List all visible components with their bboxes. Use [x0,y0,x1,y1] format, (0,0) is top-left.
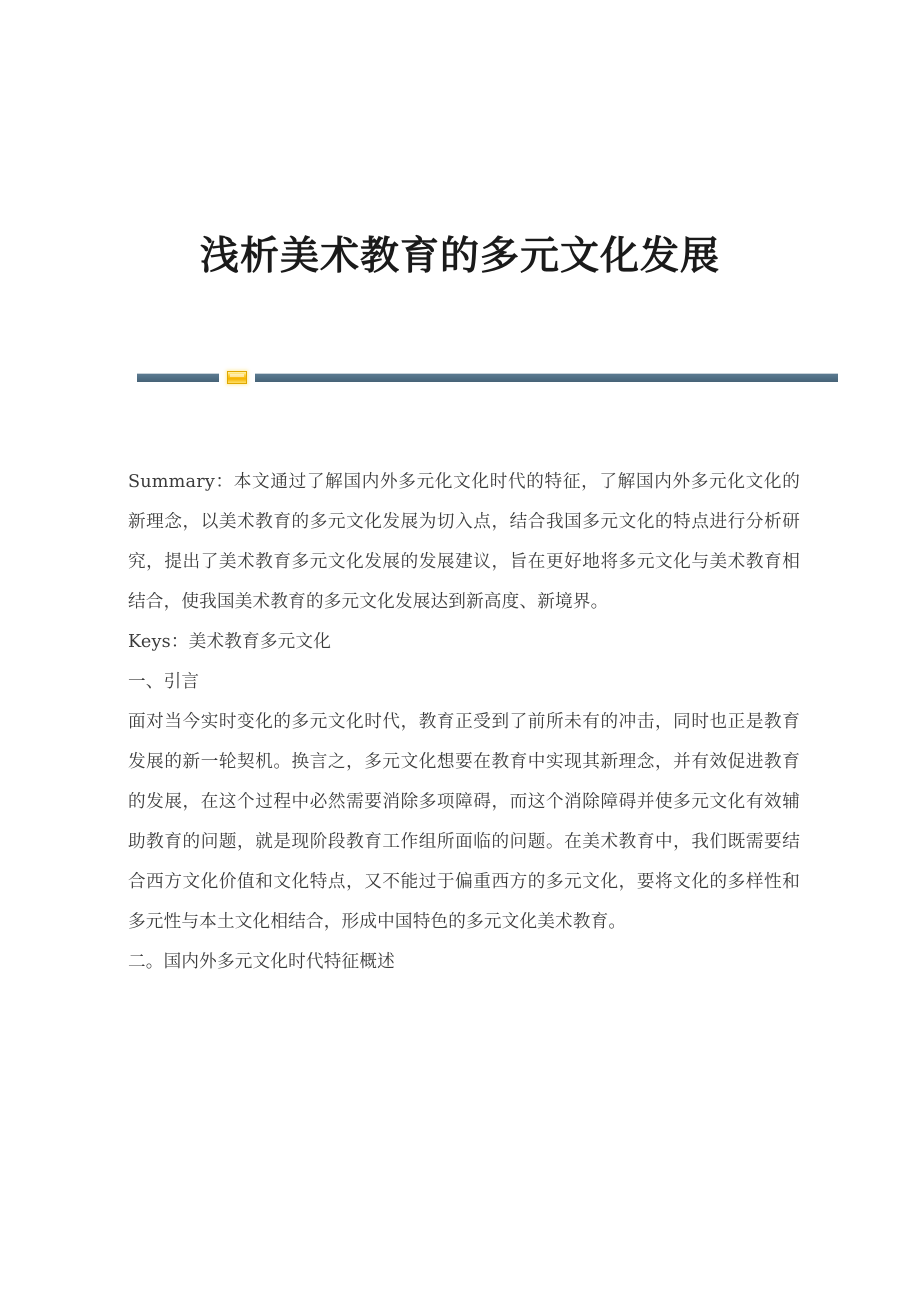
divider-bar-left-segment [137,373,219,382]
divider-gap-right [247,373,255,382]
abstract-paragraph: Summary：本文通过了解国内外多元化文化时代的特征，了解国内外多元化文化的新理念，以美术教育的多元文化发展为切入点，结合我国多元文化的特点进行分析研究，提出了美术教育多元文化发展的发展建议，旨在更好地将多元文化与美术教育相结合，使我国美术教育的多元文化发展达到新高度、新境界。 [128,472,800,612]
section-1-paragraph-1: 面对当今实时变化的多元文化时代，教育正受到了前所未有的冲击，同时也正是教育发展的新一轮契机。换言之，多元文化想要在教育中实现其新理念，并有效促进教育的发展，在这个过程中必然需要消除多项障碍，而这个消除障碍并使多元文化有效辅助教育的问题，就是现阶段教育工作组所面临的问题。在美术教育中，我们既需要结合西方文化价值和文化特点，又不能过于偏重西方的多元文化，要将文化的多样性和多元性与本土文化相结合，形成中国特色的多元文化美术教育。 [128,712,800,932]
decorative-divider [137,371,838,383]
page-title: 浅析美术教育的多元文化发展 [199,233,720,280]
divider-gap-left [219,373,227,382]
section-heading-1: 一、引言 [128,672,200,692]
keywords-paragraph: Keys：美术教育多元文化 [128,632,331,652]
divider-bar-right-segment [255,373,838,382]
section-heading-2: 二。国内外多元文化时代特征概述 [128,952,395,972]
document-body [128,462,800,982]
divider-gem-ornament-icon [227,371,247,384]
